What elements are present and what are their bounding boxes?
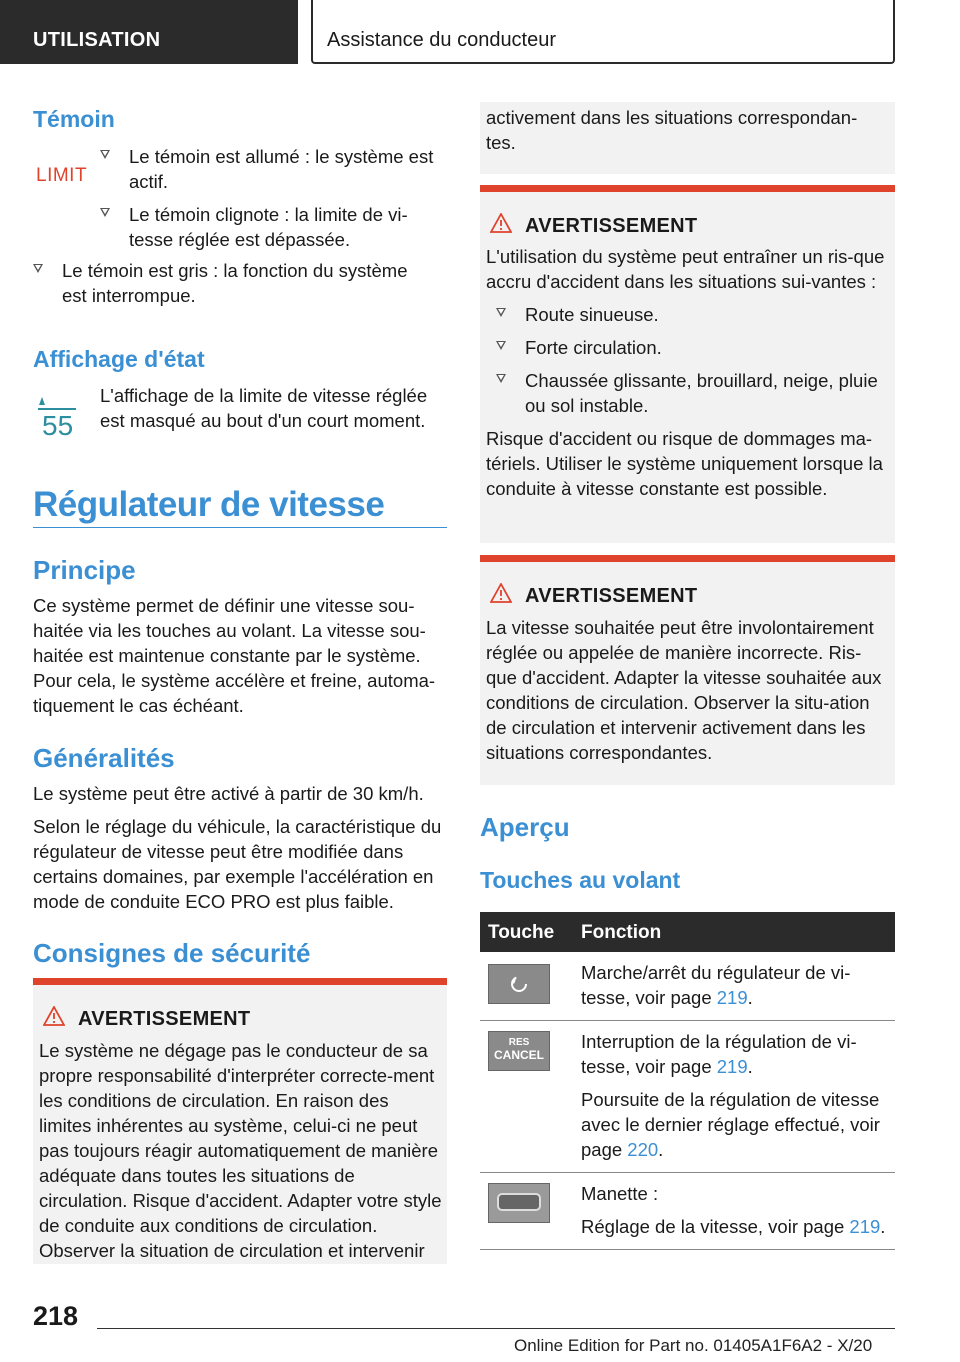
warning-triangle-icon	[490, 583, 512, 603]
bullet-icon	[496, 308, 506, 317]
list-item: Le témoin est allumé : le système est actif.	[100, 144, 450, 194]
warning-triangle-icon	[490, 213, 512, 233]
bullet-icon	[496, 341, 506, 350]
lever-key-icon	[488, 1183, 550, 1223]
warning-box-2	[480, 185, 895, 543]
generalites-heading: Généralités	[33, 743, 175, 773]
speed-limit-display-icon	[36, 393, 80, 443]
footer-rule	[97, 1328, 895, 1329]
page-link[interactable]: 219	[716, 987, 748, 1008]
warning-bar	[33, 978, 447, 985]
list-item: Route sinueuse.	[496, 302, 892, 327]
col-fonction: Fonction	[581, 921, 662, 943]
res-cancel-key-icon: RES CANCEL	[488, 1031, 550, 1071]
key-cell	[480, 1173, 573, 1250]
col-touche: Touche	[488, 921, 555, 943]
keys-table	[480, 912, 895, 1250]
list-item: Le témoin clignote : la limite de vi-tesse réglée est dépassée.	[100, 202, 450, 252]
function-cell: Manette : Réglage de la vitesse, voir page 219.	[581, 1183, 886, 1237]
warning-text: Le système ne dégage pas le conducteur de sa propre responsabilité d'interpréter correcte-ment les conditions de circulation. En raison des limites inhérentes au système, celui-ci ne peut pas toujours réagir automatiquement de manière adéquate dans toutes les situations de circulation. Risque d'accident. Adapter votre style de conduite aux conditions de circulation. Observer la situation de circulation et intervenir	[39, 1040, 442, 1261]
warning-title: AVERTISSEMENT	[525, 585, 698, 607]
section-tab	[0, 0, 298, 64]
warning2-body	[486, 244, 892, 509]
warning-bar	[480, 185, 895, 192]
apercu-heading: Aperçu	[480, 812, 570, 842]
bullet-icon	[496, 374, 506, 383]
temoin-outer-list	[33, 258, 433, 316]
generalites-p2: Selon le réglage du véhicule, la caractéristique du régulateur de vitesse peut être modifiée dans certains domaines, par exemple l'accélération en mode de conduite ECO PRO est plus faible.	[33, 816, 442, 912]
page-number: 218	[33, 1301, 79, 1331]
warning-box-1-continued	[480, 102, 895, 174]
main-title: Régulateur de vitesse	[33, 485, 385, 524]
page-link[interactable]: 219	[716, 1056, 748, 1077]
page-link[interactable]: 220	[627, 1139, 659, 1160]
on-off-key-icon	[488, 964, 550, 1004]
bullet-icon	[100, 150, 110, 159]
speed-number: 55	[42, 410, 74, 441]
temoin-indented-list	[100, 144, 450, 260]
key-cell	[480, 952, 573, 1021]
section-label: UTILISATION	[33, 29, 161, 51]
temoin-heading: Témoin	[33, 106, 115, 132]
chapter-label: Assistance du conducteur	[327, 29, 557, 51]
principe-heading: Principe	[33, 555, 136, 585]
warning3-text: La vitesse souhaitée peut être involontairement réglée ou appelée de manière incorrecte. Ris-que d'accident. Adapter la vitesse souhaitée aux conditions de circulation. Observer la situ-ation de circulation et intervenir activement dans les situations correspondantes.	[486, 617, 882, 763]
function-cell: Interruption de la régulation de vi-tesse, voir page 219. Poursuite de la régulation de vitesse avec le dernier réglage effectué, voir page 220.	[581, 1031, 880, 1160]
generalites-p1: Le système peut être activé à partir de 30 km/h.	[33, 783, 424, 804]
principe-text: Ce système permet de définir une vitesse sou-haitée via les touches au volant. La vitesse sou-haitée est maintenue constante par le système. Pour cela, le système accélère et freine, automa-tiquement le cas échéant.	[33, 595, 436, 716]
title-rule	[33, 527, 447, 528]
bullet-icon	[100, 208, 110, 217]
warning-title: AVERTISSEMENT	[525, 215, 698, 237]
table-header-row	[480, 912, 895, 952]
bullet-icon	[33, 264, 43, 273]
warning-box-1	[33, 978, 447, 1264]
warning-title: AVERTISSEMENT	[78, 1008, 251, 1030]
list-item: Le témoin est gris : la fonction du système est interrompue.	[33, 258, 433, 308]
table-row	[480, 1173, 895, 1250]
function-cell: Marche/arrêt du régulateur de vi-tesse, voir page 219.	[581, 962, 851, 1008]
key-cell	[480, 1021, 573, 1173]
list-item: Forte circulation.	[496, 335, 892, 360]
warning-box-3	[480, 555, 895, 785]
warning-triangle-icon	[43, 1006, 65, 1026]
edition-text: Online Edition for Part no. 01405A1F6A2 - X/20	[514, 1336, 873, 1355]
affichage-heading: Affichage d'état	[33, 346, 205, 372]
warning-cont-text: activement dans les situations correspondan-tes.	[486, 107, 858, 153]
limit-icon: LIMIT	[36, 165, 88, 186]
warning-bar	[480, 555, 895, 562]
warning2-intro: L'utilisation du système peut entraîner un ris-que accru d'accident dans les situations sui-vantes :	[486, 246, 885, 292]
consignes-heading: Consignes de sécurité	[33, 938, 311, 968]
table-row	[480, 952, 895, 1021]
generalites-body	[33, 781, 445, 922]
table-row	[480, 1021, 895, 1173]
affichage-text: L'affichage de la limite de vitesse réglée est masqué au bout d'un court moment.	[100, 385, 428, 431]
touches-heading: Touches au volant	[480, 867, 681, 893]
list-item: Chaussée glissante, brouillard, neige, pluie ou sol instable.	[496, 368, 892, 418]
warning2-outro: Risque d'accident ou risque de dommages ma-tériels. Utiliser le système uniquement lorsque la conduite à vitesse constante est possible.	[486, 428, 883, 499]
page-link[interactable]: 219	[849, 1216, 881, 1237]
chapter-tab	[311, 0, 895, 64]
